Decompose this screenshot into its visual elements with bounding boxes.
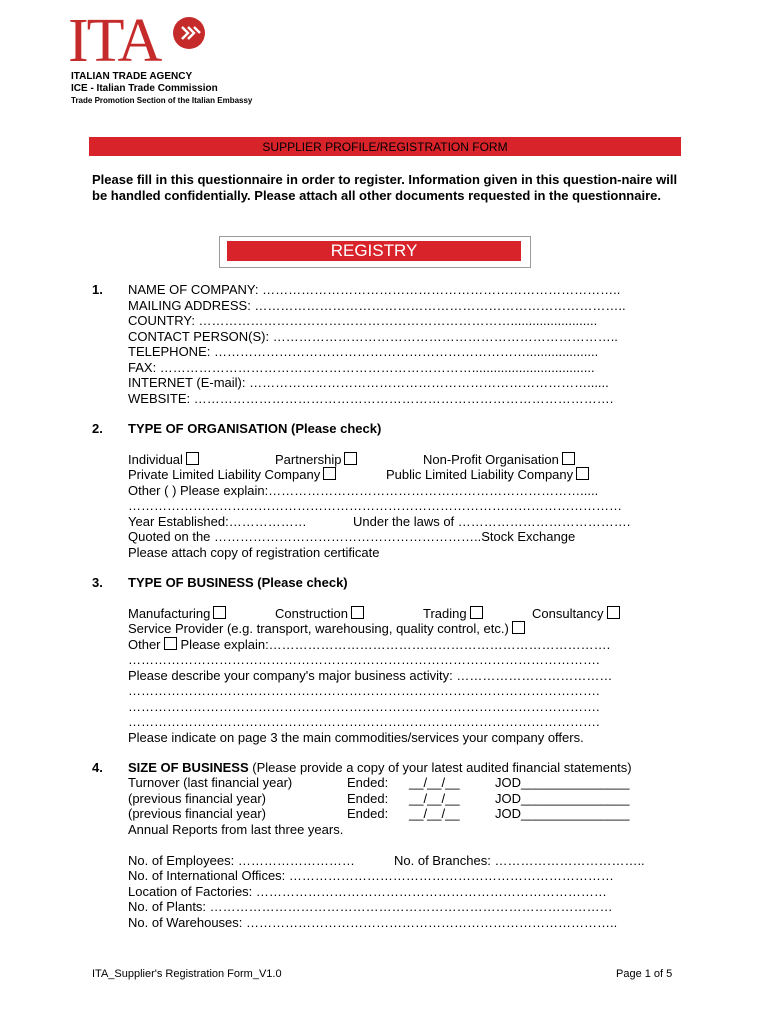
- service-provider-checkbox[interactable]: [512, 621, 525, 634]
- country-field[interactable]: COUNTRY: ………………………………………………………………........................: [128, 313, 598, 328]
- contact-person-field[interactable]: CONTACT PERSON(S): ……………………………………………………………………..: [128, 329, 618, 344]
- warehouses-field[interactable]: No. of Warehouses: …………………………………………………………………………..: [128, 915, 618, 930]
- logo-letters: ITA: [68, 7, 161, 75]
- private-company-checkbox[interactable]: [323, 467, 336, 480]
- biz-dots-1[interactable]: ……………………………………………………………………………………………….: [128, 652, 600, 667]
- biz-dots-4[interactable]: ……………………………………………………………………………………………….: [128, 714, 600, 729]
- manufacturing-checkbox[interactable]: [213, 606, 226, 619]
- internet-field[interactable]: INTERNET (E-mail): ……………………………………………………………………......: [128, 375, 609, 390]
- commodities-note: Please indicate on page 3 the main commodities/services your company offers.: [128, 730, 584, 745]
- biz-construction: Construction: [275, 606, 364, 621]
- consultancy-checkbox[interactable]: [607, 606, 620, 619]
- ita-mark-icon: [173, 17, 205, 49]
- telephone-field[interactable]: TELEPHONE: ………………………………………………………………....................: [128, 344, 599, 359]
- other-explain-field[interactable]: Please explain:…………………………………………………………………….: [180, 637, 611, 652]
- turnover-ended-label: Ended:: [347, 775, 389, 790]
- registration-note: Please attach copy of registration certificate: [128, 545, 380, 560]
- turnover-date-field[interactable]: __/__/__: [409, 775, 460, 790]
- org-private: Private Limited Liability Company: [128, 467, 336, 482]
- prev-year-1-label: (previous financial year): [128, 791, 267, 806]
- section-1-number: 1.: [92, 282, 103, 297]
- factories-field[interactable]: Location of Factories: ………………………………………………………………………: [128, 884, 607, 899]
- biz-manufacturing: Manufacturing: [128, 606, 226, 621]
- page-number: Page 1 of 5: [616, 968, 673, 980]
- biz-dots-2[interactable]: ……………………………………………………………………………………………….: [128, 683, 600, 698]
- ita-logo: [68, 7, 161, 75]
- org-partnership: Partnership: [275, 452, 357, 467]
- trading-checkbox[interactable]: [470, 606, 483, 619]
- turnover-label: Turnover (last financial year): [128, 775, 293, 790]
- biz-trading: Trading: [423, 606, 483, 621]
- section-line: Trade Promotion Section of the Italian Embassy: [71, 96, 253, 105]
- section-2-title: TYPE OF ORGANISATION (Please check): [128, 421, 382, 436]
- biz-other: Other Please explain:…………………………………………………………………….: [128, 637, 611, 652]
- prev-year-2-jod-field[interactable]: JOD_______________: [495, 806, 630, 821]
- intro-text: Please fill in this questionnaire in order to register. Information given in this question-naire will be handled confidentially. Please attach all other documents requested in the questionnaire.: [92, 172, 678, 203]
- biz-dots-3[interactable]: ……………………………………………………………………………………………….: [128, 699, 600, 714]
- construction-checkbox[interactable]: [351, 606, 364, 619]
- section-4-number: 4.: [92, 760, 103, 775]
- annual-reports-note: Annual Reports from last three years.: [128, 822, 344, 837]
- employees-field[interactable]: No. of Employees: ………………………: [128, 853, 355, 868]
- footer-doc-id: ITA_Supplier's Registration Form_V1.0: [92, 968, 282, 980]
- form-title-banner: SUPPLIER PROFILE/REGISTRATION FORM: [89, 137, 681, 156]
- org-other-dots[interactable]: ……………………………………………………………………………………………………: [128, 498, 622, 513]
- ice-line: ICE - Italian Trade Commission: [71, 83, 218, 94]
- registry-heading: REGISTRY: [227, 241, 521, 261]
- plants-field[interactable]: No. of Plants: …………………………………………………………………………………: [128, 899, 613, 914]
- partnership-checkbox[interactable]: [344, 452, 357, 465]
- individual-checkbox[interactable]: [186, 452, 199, 465]
- mailing-address-field[interactable]: MAILING ADDRESS: …………………………………………………………………………..: [128, 298, 626, 313]
- other-business-checkbox[interactable]: [164, 637, 177, 650]
- org-other-field[interactable]: Other ( ) Please explain:……………………………………………………………….....: [128, 483, 599, 498]
- agency-block: [71, 71, 252, 107]
- section-3-number: 3.: [92, 575, 103, 590]
- public-company-checkbox[interactable]: [576, 467, 589, 480]
- prev-year-2-label: (previous financial year): [128, 806, 267, 821]
- org-nonprofit: Non-Profit Organisation: [423, 452, 575, 467]
- year-established-field[interactable]: Year Established:………………: [128, 514, 307, 529]
- prev-year-1-date-field[interactable]: __/__/__: [409, 791, 460, 806]
- prev-year-1-ended-label: Ended:: [347, 791, 389, 806]
- biz-service: Service Provider (e.g. transport, warehousing, quality control, etc.): [128, 621, 525, 636]
- section-2-number: 2.: [92, 421, 103, 436]
- laws-field[interactable]: Under the laws of ………………………………….: [353, 514, 631, 529]
- biz-consultancy: Consultancy: [532, 606, 620, 621]
- turnover-jod-field[interactable]: JOD_______________: [495, 775, 630, 790]
- org-public: Public Limited Liability Company: [386, 467, 589, 482]
- section-4-title: SIZE OF BUSINESS (Please provide a copy of your latest audited financial statements): [128, 760, 632, 775]
- org-individual: Individual: [128, 452, 199, 467]
- section-3-title: TYPE OF BUSINESS (Please check): [128, 575, 348, 590]
- prev-year-2-ended-label: Ended:: [347, 806, 389, 821]
- prev-year-1-jod-field[interactable]: JOD_______________: [495, 791, 630, 806]
- intl-offices-field[interactable]: No. of International Offices: …………………………………………………………………: [128, 868, 614, 883]
- quoted-field[interactable]: Quoted on the ……………………………………………………..Stock Exchange: [128, 529, 576, 544]
- prev-year-2-date-field[interactable]: __/__/__: [409, 806, 460, 821]
- company-name-field[interactable]: NAME OF COMPANY: ………………………………………………………………………..: [128, 282, 621, 297]
- nonprofit-checkbox[interactable]: [562, 452, 575, 465]
- branches-field[interactable]: No. of Branches: ……………………………..: [394, 853, 645, 868]
- website-field[interactable]: WEBSITE: …………………………………………………………………………………….: [128, 391, 614, 406]
- agency-name: ITALIAN TRADE AGENCY: [71, 71, 193, 82]
- business-activity-field[interactable]: Please describe your company's major business activity: ………………………………: [128, 668, 613, 683]
- fax-field[interactable]: FAX: ………………………………………………………………..................................: [128, 360, 595, 375]
